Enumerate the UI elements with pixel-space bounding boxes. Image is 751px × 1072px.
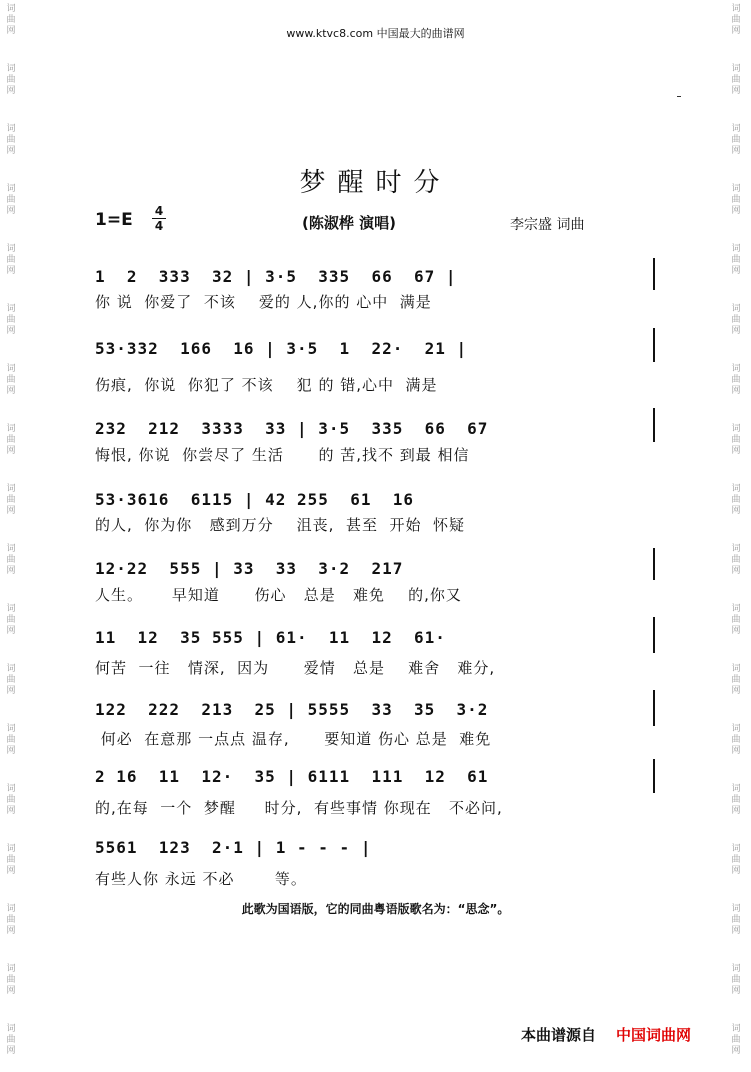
watermark-char: 曲	[731, 915, 741, 925]
watermark-mark	[2, 544, 20, 577]
watermark-mark	[2, 1024, 20, 1057]
watermark-char: 网	[6, 986, 16, 996]
watermark-char: 曲	[6, 615, 16, 625]
bar-line	[653, 617, 655, 653]
watermark-char: 曲	[731, 255, 741, 265]
watermark-char: 网	[731, 26, 741, 36]
watermark-char: 曲	[6, 795, 16, 805]
watermark-char: 词	[731, 424, 741, 434]
watermark-mark	[727, 544, 745, 577]
song-title: 梦醒时分	[299, 168, 452, 198]
watermark-char: 曲	[731, 375, 741, 385]
watermark-char: 词	[731, 844, 741, 854]
notation-line: 53·3616 6115 | 42 255 61 16	[95, 490, 414, 509]
watermark-mark	[2, 724, 20, 757]
watermark-char: 曲	[731, 75, 741, 85]
watermark-mark	[727, 724, 745, 757]
watermark-char: 网	[731, 746, 741, 756]
watermark-mark	[2, 964, 20, 997]
notation-line: 5561 123 2·1 | 1 - - - |	[95, 838, 372, 857]
watermark-mark	[727, 364, 745, 397]
watermark-char: 词	[6, 1024, 16, 1034]
watermark-char: 网	[6, 206, 16, 216]
lyric-line: 的人, 你为你 感到万分 沮丧, 甚至 开始 怀疑	[95, 516, 466, 534]
watermark-char: 词	[731, 724, 741, 734]
footer-brand: 中国词曲网	[616, 1026, 692, 1044]
watermark-char: 网	[731, 86, 741, 96]
bar-line	[653, 690, 655, 726]
watermark-char: 曲	[6, 135, 16, 145]
watermark-char: 词	[731, 544, 741, 554]
watermark-char: 网	[6, 326, 16, 336]
watermark-char: 曲	[731, 675, 741, 685]
watermark-mark	[2, 64, 20, 97]
lyric-line: 悔恨, 你说 你尝尽了 生活 的 苦,找不 到最 相信	[95, 446, 470, 464]
lyric-line: 你 说 你爱了 不该 爱的 人,你的 心中 满是	[95, 293, 432, 311]
watermark-char: 词	[731, 304, 741, 314]
watermark-char: 网	[731, 146, 741, 156]
watermark-char: 词	[731, 184, 741, 194]
watermark-char: 词	[731, 484, 741, 494]
watermark-char: 网	[731, 446, 741, 456]
watermark-char: 词	[731, 4, 741, 14]
watermark-char: 词	[6, 184, 16, 194]
watermark-mark	[2, 484, 20, 517]
footer	[521, 1024, 691, 1045]
watermark-char: 网	[6, 566, 16, 576]
watermark-char: 曲	[6, 15, 16, 25]
watermark-char: 曲	[6, 195, 16, 205]
watermark-char: 曲	[6, 555, 16, 565]
watermark-char: 词	[6, 544, 16, 554]
watermark-char: 词	[731, 364, 741, 374]
watermark-mark	[727, 604, 745, 637]
notation-line: 53·332 166 16 | 3·5 1 22· 21 |	[95, 339, 468, 358]
watermark-mark	[2, 304, 20, 337]
watermark-char: 词	[6, 964, 16, 974]
footer-source: 本曲谱源自	[521, 1026, 597, 1044]
singer-credit: (陈淑桦 演唱)	[302, 214, 396, 232]
watermark-mark	[727, 1024, 745, 1057]
lyric-line: 何苦 一往 情深, 因为 爱情 总是 难舍 难分,	[95, 659, 496, 677]
time-signature	[152, 204, 166, 233]
bar-line	[653, 408, 655, 442]
watermark-char: 网	[6, 266, 16, 276]
watermark-char: 曲	[6, 435, 16, 445]
watermark-char: 曲	[6, 915, 16, 925]
watermark-char: 网	[731, 506, 741, 516]
watermark-char: 曲	[6, 375, 16, 385]
watermark-mark	[727, 784, 745, 817]
bar-line	[653, 328, 655, 362]
notation-line: 122 222 213 25 | 5555 33 35 3·2	[95, 700, 489, 719]
watermark-char: 曲	[731, 135, 741, 145]
watermark-mark	[2, 604, 20, 637]
watermark-char: 曲	[6, 1035, 16, 1045]
watermark-char: 网	[731, 626, 741, 636]
lyric-line: 人生。 早知道 伤心 总是 难免 的,你又	[95, 586, 462, 604]
watermark-char: 曲	[6, 675, 16, 685]
watermark-char: 词	[731, 904, 741, 914]
watermark-char: 网	[6, 866, 16, 876]
watermark-char: 曲	[6, 255, 16, 265]
watermark-mark	[2, 424, 20, 457]
watermark-char: 网	[731, 866, 741, 876]
watermark-char: 词	[6, 4, 16, 14]
bar-line	[653, 258, 655, 290]
watermark-char: 曲	[6, 495, 16, 505]
watermark-char: 网	[731, 386, 741, 396]
lyric-line: 何必 在意那 一点点 温存, 要知道 伤心 总是 难免	[95, 730, 492, 748]
notation-line: 1 2 333 32 | 3·5 335 66 67 |	[95, 267, 457, 286]
watermark-char: 词	[6, 844, 16, 854]
watermark-mark	[2, 124, 20, 157]
watermark-mark	[727, 304, 745, 337]
bar-line	[653, 759, 655, 793]
watermark-mark	[2, 364, 20, 397]
watermark-char: 词	[6, 784, 16, 794]
time-signature-bottom: 4	[152, 218, 166, 233]
watermark-char: 词	[6, 424, 16, 434]
watermark-char: 词	[731, 664, 741, 674]
watermark-mark	[727, 964, 745, 997]
watermark-char: 曲	[6, 855, 16, 865]
watermark-char: 网	[6, 386, 16, 396]
watermark-char: 曲	[6, 315, 16, 325]
watermark-char: 网	[6, 926, 16, 936]
watermark-mark	[727, 244, 745, 277]
watermark-mark	[2, 784, 20, 817]
watermark-mark	[2, 244, 20, 277]
key-signature: 1=E	[95, 210, 133, 230]
watermark-char: 曲	[731, 615, 741, 625]
watermark-char: 曲	[731, 855, 741, 865]
watermark-char: 曲	[731, 315, 741, 325]
watermark-char: 词	[731, 784, 741, 794]
watermark-char: 曲	[731, 555, 741, 565]
watermark-char: 词	[6, 124, 16, 134]
watermark-char: 网	[731, 926, 741, 936]
watermark-char: 词	[6, 724, 16, 734]
watermark-char: 网	[6, 686, 16, 696]
watermark-mark	[2, 844, 20, 877]
lyric-line: 有些人你 永远 不必 等。	[95, 870, 307, 888]
stray-mark	[677, 96, 681, 97]
watermark-mark	[727, 484, 745, 517]
watermark-char: 曲	[731, 435, 741, 445]
watermark-char: 网	[731, 326, 741, 336]
watermark-char: 词	[6, 364, 16, 374]
watermark-char: 词	[6, 304, 16, 314]
watermark-char: 词	[6, 904, 16, 914]
watermark-mark	[727, 424, 745, 457]
watermark-char: 曲	[731, 1035, 741, 1045]
site-header: www.ktvc8.com 中国最大的曲谱网	[286, 27, 465, 40]
watermark-char: 词	[731, 124, 741, 134]
watermark-char: 词	[6, 64, 16, 74]
watermark-mark	[727, 844, 745, 877]
watermark-char: 曲	[731, 495, 741, 505]
watermark-char: 词	[731, 604, 741, 614]
watermark-char: 网	[731, 806, 741, 816]
watermark-mark	[727, 124, 745, 157]
notation-line: 232 212 3333 33 | 3·5 335 66 67	[95, 419, 489, 438]
watermark-mark	[727, 64, 745, 97]
watermark-char: 网	[731, 1046, 741, 1056]
notation-line: 11 12 35 555 | 61· 11 12 61·	[95, 628, 446, 647]
watermark-char: 网	[6, 86, 16, 96]
watermark-char: 网	[6, 806, 16, 816]
time-signature-top: 4	[154, 204, 164, 218]
watermark-char: 词	[6, 604, 16, 614]
watermark-char: 曲	[6, 75, 16, 85]
watermark-char: 词	[6, 484, 16, 494]
notation-line: 2 16 11 12· 35 | 6111 111 12 61	[95, 767, 489, 786]
notation-line: 12·22 555 | 33 33 3·2 217	[95, 559, 404, 578]
watermark-char: 词	[731, 64, 741, 74]
watermark-char: 网	[6, 506, 16, 516]
watermark-char: 曲	[6, 975, 16, 985]
watermark-char: 曲	[6, 735, 16, 745]
watermark-mark	[727, 664, 745, 697]
composer-credit: 李宗盛 词曲	[510, 217, 585, 233]
watermark-char: 词	[6, 244, 16, 254]
watermark-char: 网	[6, 746, 16, 756]
bar-line	[653, 548, 655, 580]
lyric-line: 伤痕, 你说 你犯了 不该 犯 的 错,心中 满是	[95, 376, 438, 394]
watermark-char: 曲	[731, 195, 741, 205]
watermark-char: 网	[6, 626, 16, 636]
watermark-char: 曲	[731, 735, 741, 745]
watermark-char: 词	[731, 244, 741, 254]
watermark-char: 词	[6, 664, 16, 674]
watermark-char: 网	[731, 566, 741, 576]
watermark-char: 网	[6, 1046, 16, 1056]
watermark-char: 词	[731, 1024, 741, 1034]
watermark-char: 词	[731, 964, 741, 974]
watermark-char: 曲	[731, 975, 741, 985]
watermark-char: 网	[731, 986, 741, 996]
footnote: 此歌为国语版，它的同曲粤语版歌名为：“思念”。	[241, 902, 510, 916]
watermark-char: 网	[731, 206, 741, 216]
watermark-char: 曲	[731, 15, 741, 25]
watermark-mark	[2, 664, 20, 697]
watermark-char: 网	[6, 26, 16, 36]
watermark-char: 网	[6, 446, 16, 456]
watermark-char: 网	[731, 686, 741, 696]
lyric-line: 的,在每 一个 梦醒 时分, 有些事情 你现在 不必问,	[95, 799, 503, 817]
watermark-char: 网	[6, 146, 16, 156]
watermark-char: 网	[731, 266, 741, 276]
watermark-char: 曲	[731, 795, 741, 805]
